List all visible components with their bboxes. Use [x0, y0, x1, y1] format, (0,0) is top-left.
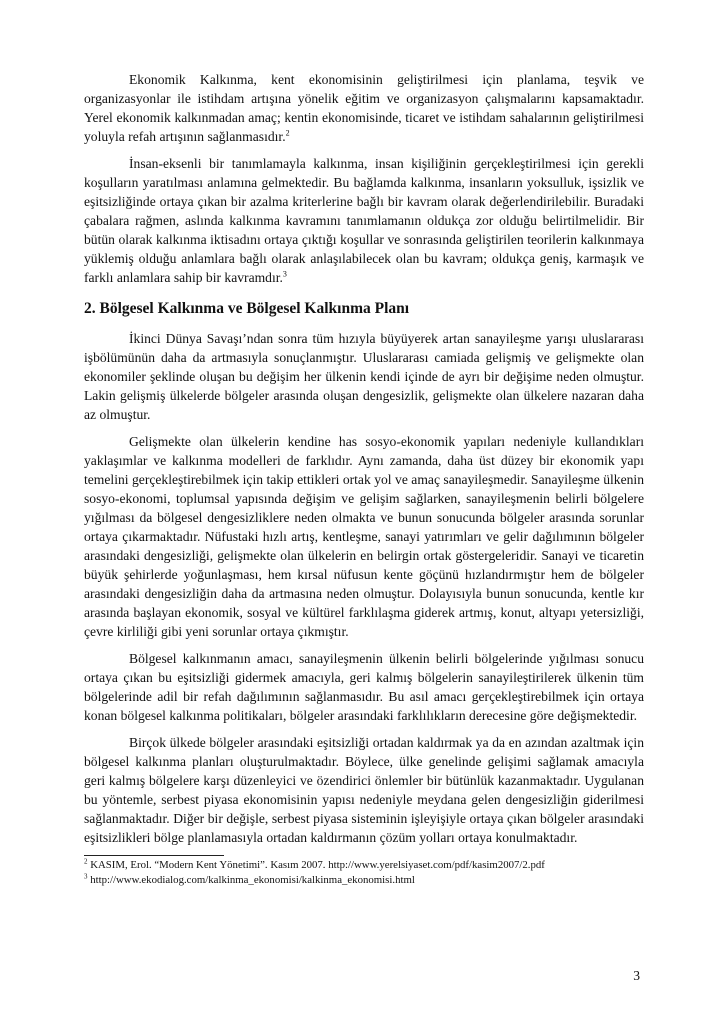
- paragraph-regional-development-aim: Bölgesel kalkınmanın amacı, sanayileşmenin ülkenin belirli bölgelerinde yığılması sonucu ortaya çıkan bu eşitsizliği gidermek amacıyla, geri kalmış bölgelerin sanayileştirilerek ülkenin tüm bölgelerinde adil bir refah dağılımının sağlanmasıdır. Bu asıl amacı gerçekleştirebilmek için ortaya konan bölgesel kalkınma politikaları, bölgeler arasındaki farklılıkların derecesine göre değişmektedir.: [84, 651, 644, 723]
- page-number: 3: [633, 968, 640, 983]
- paragraph-regional-development-plans: Birçok ülkede bölgeler arasındaki eşitsizliği ortadan kaldırmak ya da en azından azaltmak için bölgesel kalkınma planları oluşturulmaktadır. Böylece, ülke genelinde gelişimi sağlamak amacıyla geri kalmış bölgelere karşı düzenleyici ve özendirici önlemler bir bütünlük kazanmaktadır. Uygulanan bu yöntemle, serbest piyasa ekonomisinin yapısı nedeniyle meydana gelen dengesizliğin giderilmesi sağlanmaktadır. Diğer bir değişle, serbest piyasa sisteminin işleyişiyle ortaya çıkan bölgeler arasındaki eşitsizlikleri bölge planlamasıyla ortadan kaldırmanın çözüm yolları ortaya konulmaktadır.: [84, 735, 644, 845]
- paragraph-developing-countries: Gelişmekte olan ülkelerin kendine has sosyo-ekonomik yapıları nedeniyle kullandıkları yaklaşımlar ve kalkınma modelleri de farklıdır. Aynı zamanda, daha üst düzey bir ekonomik yapı temelini gerçekleştirebilmek için takip ettikleri ortak yol ve amaç sanayileşmedir. Sanayileşme ülkenin sosyo-ekonomi, toplumsal yapısında değişim ve gelişim sağlarken, sanayileşmenin belirli bölgelere yığılması da bölgesel dengesizliklere neden olmakta ve bunun sonucunda bölgeler arasında sorunlar ortaya çıkarmaktadır. Nüfustaki hızlı artış, kentleşme, sanayi yatırımları ve gelir dağılımının bölgeler arasındaki dengesizliği, gelişmekte olan ülkelerin en belirgin ortak göstergeleridir. Sanayi ve ticaretin büyük şehirlerde yoğunlaşması, hem kırsal nüfusun kente göçünü hızlandırmıştır hem de bölgeler arasındaki dengesizliğin daha da artmasına neden olmuştur. Dolayısıyla bunun sonucunda, kentle kır arasında başlayan ekonomik, sosyal ve kültürel farklılaşma giderek artmış, konut, altyapı yetersizliği, çevre kirliliği gibi yeni sorunlar ortaya çıkmıştır.: [84, 434, 644, 639]
- footnote-2: $^2$ KASIM, Erol. “Modern Kent Yönetimi”. Kasım 2007. http://www.yerelsiyaset.com/pdf/kasim2007/2.pdf: [84, 857, 545, 871]
- footnote-3: $^3$ http://www.ekodialog.com/kalkinma_ekonomisi/kalkinma_ekonomisi.html: [84, 872, 415, 886]
- paragraph-post-war-industrialization: İkinci Dünya Savaşı’ndan sonra tüm hızıyla büyüyerek artan sanayileşme yarışı uluslararası işbölümünün daha da artmasıyla sonuçlanmıştır. Uluslararası camiada gelişmiş ve gelişmekte olan ekonomiler şeklinde oluşan bu değişim her ülkenin kendi içinde de ayrı bir değişime neden olmuştur. Lakin gelişmiş ülkelerde bölgeler arasında oluşan dengesizlik, gelişmekte olan ülkelere nazaran daha az olmuştur.: [84, 331, 644, 422]
- footnote-ref-2: 2: [285, 128, 290, 138]
- section-heading: 2. Bölgesel Kalkınma ve Bölgesel Kalkınma Planı: [84, 300, 410, 317]
- document-page: [84, 70, 644, 888]
- footnote-divider: [84, 855, 224, 856]
- paragraph-human-centered-development: İnsan-eksenli bir tanımlamayla kalkınma, insan kişiliğinin gerçekleştirilmesi için gerekli koşulların yaratılması anlamına gelmektedir. Bu bağlamda kalkınma, insanların yoksulluk, işsizlik ve eşitsizliğinde ortaya çıkan bir azalma kriterlerine bağlı bir kavram olarak değerlendirilebilir. Buradaki çabalara rağmen, aslında kalkınma kavramını tanımlamanın oldukça zor olduğu belirtilmelidir. Bir bütün olarak kalkınma iktisadını ortaya çıktığı koşullar ve sonrasında geliştirilen teorilerin kalkınmaya yüklemiş olduğu anlamlara bağlı olarak anlaşılabilecek olan bu kavram; oldukça geniş, karmaşık ve farklı anlamlara sahip bir kavramdır.$^3$: [84, 156, 644, 285]
- footnote-ref-3: 3: [282, 269, 287, 279]
- paragraph-economic-development: Ekonomik Kalkınma, kent ekonomisinin geliştirilmesi için planlama, teşvik ve organizasyonlar ile istihdam artışına yönelik eğitim ve organizasyon çalışmalarını kapsamaktadır. Yerel ekonomik kalkınmadan amaç; kentin ekonomisinde, ticaret ve istihdam sahalarının geliştirilmesi yoluyla refah artışının sağlanmasıdır.$^2$: [84, 72, 644, 144]
